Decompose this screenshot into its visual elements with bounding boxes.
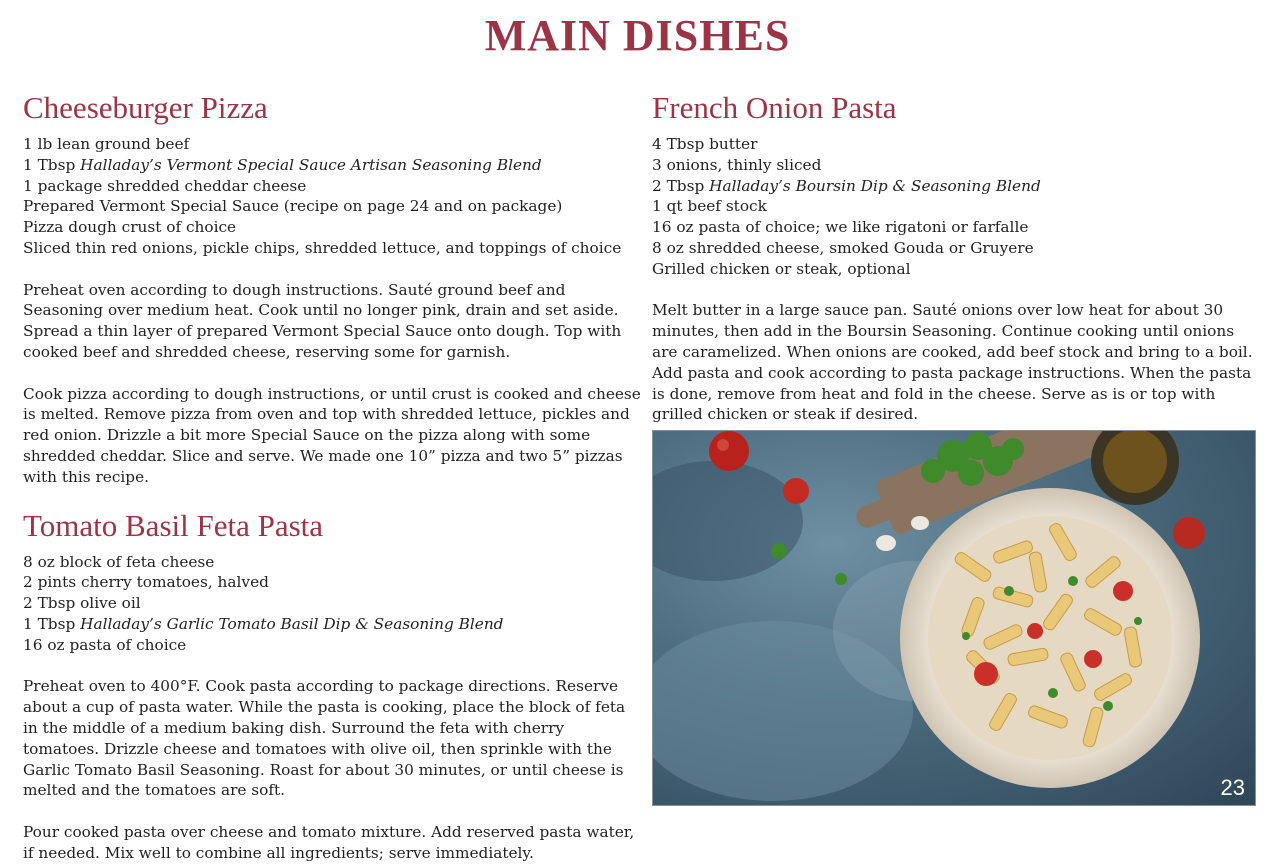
instructions-paragraph: Preheat oven according to dough instructions. Sauté ground beef and Seasoning over medium heat. Cook until no longer pink, drain and set aside. Spread a thin layer of prepared Vermont Special Sauce onto dough. Top with cooked beef and shredded cheese, reserving some for garnish.	[23, 280, 622, 361]
ingredient-list	[23, 134, 643, 259]
recipe-title: French Onion Pasta	[652, 90, 897, 125]
ingredient-item: 2 Tbsp olive oil	[23, 594, 141, 613]
ingredient-item: 2 pints cherry tomatoes, halved	[23, 573, 269, 592]
ingredient-item: 1 lb lean ground beef	[23, 135, 190, 153]
ingredient-item: 1 qt beef stock	[652, 197, 767, 216]
instructions-paragraph: Preheat oven to 400°F. Cook pasta according to package directions. Reserve about a cup of pasta water. While the pasta is cooking, place the block of feta in the middle of a medium baking dish. Surround the feta with cherry tomatoes. Drizzle cheese and tomatoes with olive oil, then sprinkle with the Garlic Tomato Basil Seasoning. Roast for about 30 minutes, or until cheese is melted and the tomatoes are soft.	[23, 677, 626, 800]
seasoning-blend-name: Halladay’s Vermont Special Sauce Artisan Seasoning Blend	[80, 155, 542, 174]
recipe-title: Cheeseburger Pizza	[23, 90, 268, 125]
ingredient-item: 4 Tbsp butter	[652, 135, 758, 153]
seasoning-blend-name: Halladay’s Boursin Dip & Seasoning Blend	[709, 176, 1041, 195]
ingredient-item: 1 Tbsp Halladay’s Vermont Special Sauce Artisan Seasoning Blend	[23, 155, 542, 174]
ingredient-item: 3 onions, thinly sliced	[652, 155, 822, 174]
seasoning-blend-name: Halladay’s Garlic Tomato Basil Dip & Seasoning Blend	[80, 614, 504, 633]
ingredient-item: 2 Tbsp Halladay’s Boursin Dip & Seasoning Blend	[652, 176, 1041, 195]
page-title: MAIN DISHES	[484, 11, 791, 60]
recipe-title: Tomato Basil Feta Pasta	[23, 507, 324, 543]
ingredient-item: 16 oz pasta of choice; we like rigatoni or farfalle	[652, 218, 1029, 237]
ingredient-item: 8 oz shredded cheese, smoked Gouda or Gruyere	[652, 238, 1034, 257]
ingredient-item: 1 package shredded cheddar cheese	[23, 176, 307, 195]
pasta-illustration	[653, 431, 1255, 805]
ingredient-item: Prepared Vermont Special Sauce (recipe on page 24 and on package)	[23, 197, 563, 216]
ingredient-item: Sliced thin red onions, pickle chips, shredded lettuce, and toppings of choice	[23, 238, 622, 257]
instructions-paragraph: Pour cooked pasta over cheese and tomato mixture. Add reserved pasta water, if needed. Mix well to combine all ingredients; serve immediately.	[23, 822, 635, 862]
ingredient-item: 8 oz block of feta cheese	[23, 552, 215, 571]
ingredient-item: 1 Tbsp Halladay’s Garlic Tomato Basil Dip & Seasoning Blend	[23, 614, 504, 633]
right-column	[652, 86, 1262, 425]
ingredient-item: 16 oz pasta of choice	[23, 635, 187, 654]
recipe-french-onion-pasta	[652, 86, 1262, 425]
ingredient-item: Grilled chicken or steak, optional	[652, 259, 911, 278]
recipe-cheeseburger-pizza	[23, 86, 643, 488]
recipe-tomato-basil-feta-pasta	[23, 504, 643, 864]
instructions-paragraph: Cook pizza according to dough instructions, or until crust is cooked and cheese is melted. Remove pizza from oven and top with shredded lettuce, pickles and red onion. Drizzle a bit more Special Sauce on the pizza along with some shredded cheddar. Slice and serve. We made one 10” pizza and two 5” pizzas with this recipe.	[23, 384, 641, 486]
oil-bottle	[1091, 431, 1179, 505]
page-number: 23	[1220, 775, 1245, 800]
pasta-dish-photo	[652, 430, 1256, 806]
left-column	[23, 86, 643, 864]
instructions-paragraph: Melt butter in a large sauce pan. Sauté onions over low heat for about 30 minutes, then add in the Boursin Seasoning. Continue cooking until onions are caramelized. When onions are cooked, add beef stock and bring to a boil. Add pasta and cook according to pasta package instructions. When the pasta is done, remove from heat and fold in the cheese. Serve as is or top with grilled chicken or steak if desired.	[652, 301, 1253, 424]
ingredient-item: Pizza dough crust of choice	[23, 218, 237, 237]
ingredient-list	[652, 134, 1262, 280]
ingredient-list	[23, 552, 643, 656]
